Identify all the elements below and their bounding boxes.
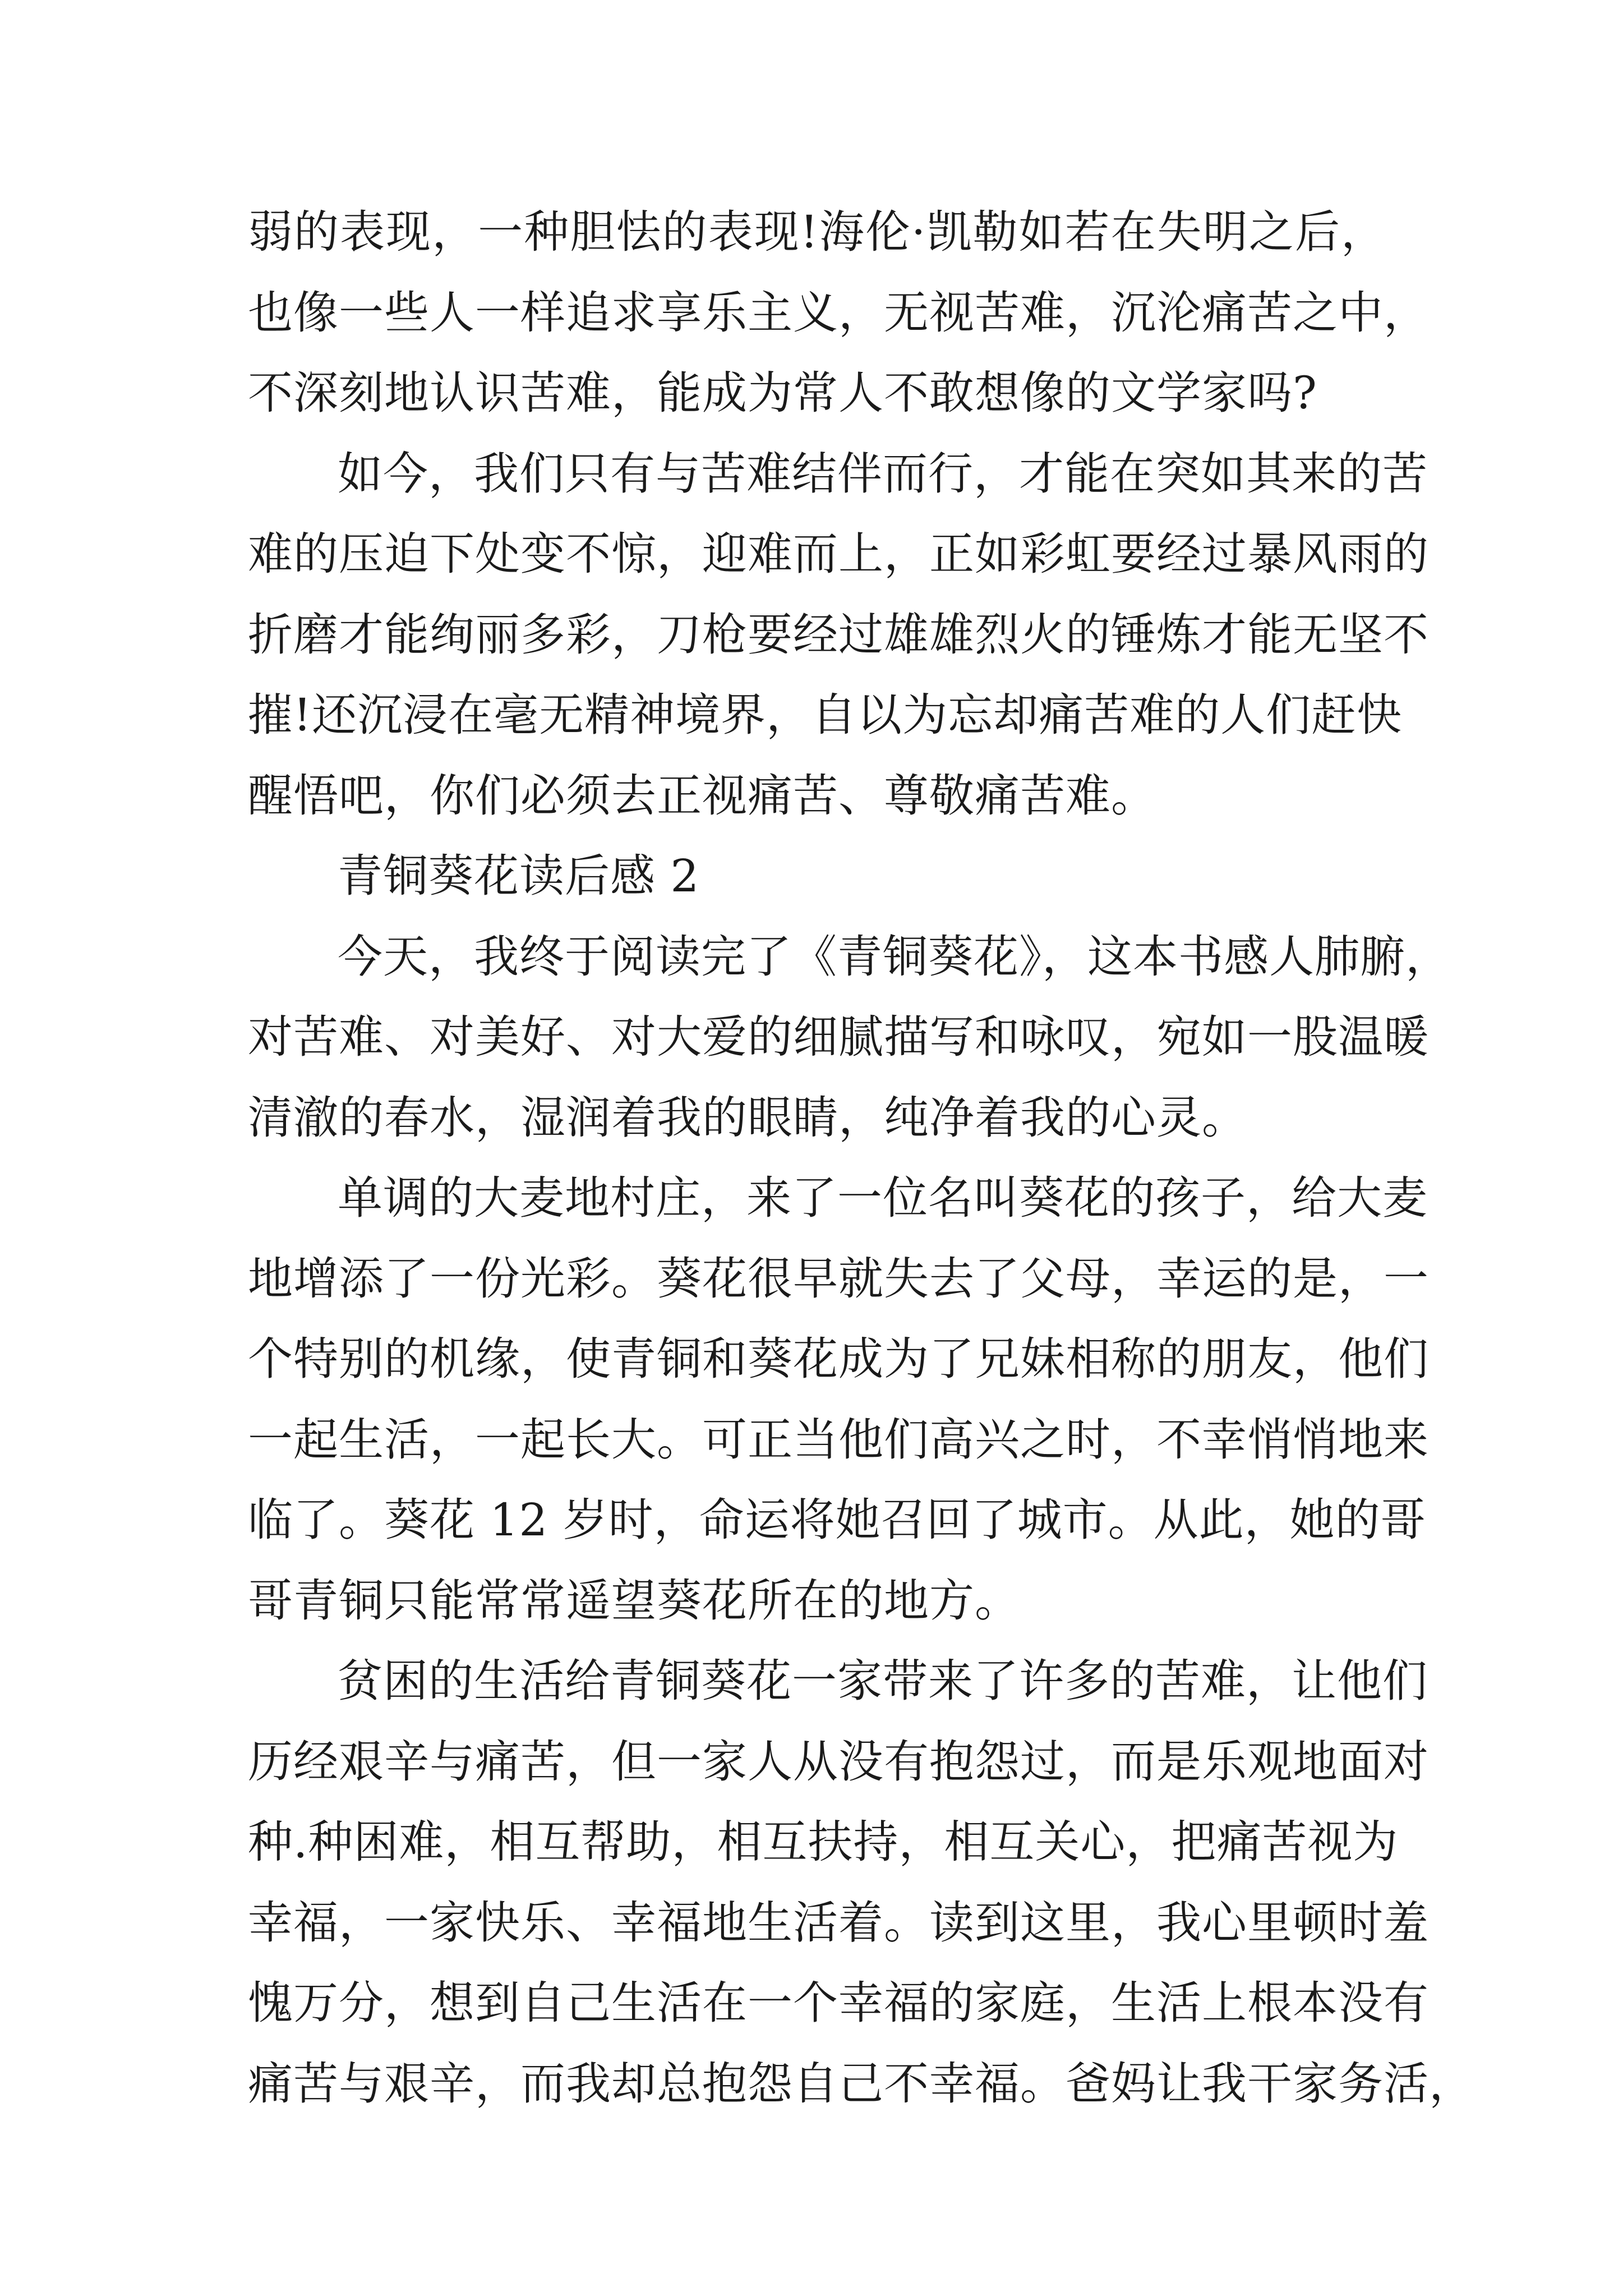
text-line: 种.种困难，相互帮助，相互扶持，相互关心，把痛苦视为 — [248, 1816, 1399, 1868]
section-heading — [248, 836, 1386, 917]
text-line: 哥青铜只能常常遥望葵花所在的地方。 — [248, 1574, 1020, 1627]
text-line: 折磨才能绚丽多彩，刀枪要经过雄雄烈火的锤炼才能无坚不 — [248, 608, 1429, 661]
text-line: 单调的大麦地村庄，来了一位名叫葵花的孩子，给大麦 — [338, 1172, 1428, 1224]
text-line: 弱的表现，一种胆怯的表现!海伦·凯勒如若在失明之后， — [248, 206, 1386, 258]
text-line: 地增添了一份光彩。葵花很早就失去了父母，幸运的是，一 — [248, 1252, 1429, 1305]
text-line: 个特别的机缘，使青铜和葵花成为了兄妹相称的朋友，他们 — [248, 1333, 1429, 1385]
text-line: 难的压迫下处变不惊，迎难而上，正如彩虹要经过暴风雨的 — [248, 528, 1429, 580]
text-line: 今天，我终于阅读完了《青铜葵花》，这本书感人肺腑， — [338, 930, 1451, 983]
text-line: 如今，我们只有与苦难结伴而行，才能在突如其来的苦 — [338, 447, 1428, 500]
paragraph — [248, 434, 1429, 836]
text-line: 愧万分，想到自己生活在一个幸福的家庭，生活上根本没有 — [248, 1977, 1429, 2029]
text-line: 贫困的生活给青铜葵花一家带来了许多的苦难，让他们 — [338, 1655, 1428, 1707]
text-line: 对苦难、对美好、对大爱的细腻描写和咏叹，宛如一股温暖 — [248, 1011, 1429, 1063]
text-line: 不深刻地认识苦难，能成为常人不敢想像的文学家吗? — [248, 367, 1317, 419]
text-line: 一起生活，一起长大。可正当他们高兴之时，不幸悄悄地来 — [248, 1413, 1429, 1466]
text-line: 摧!还沉浸在毫无精神境界，自以为忘却痛苦难的人们赶快 — [248, 689, 1403, 741]
text-line: 醒悟吧，你们必须去正视痛苦、尊敬痛苦难。 — [248, 769, 1156, 822]
heading-text: 青铜葵花读后感 2 — [338, 850, 700, 902]
paragraph — [248, 917, 1451, 1158]
paragraph — [248, 1641, 1474, 2124]
text-line: 也像一些人一样追求享乐主义，无视苦难，沉沦痛苦之中， — [248, 286, 1429, 339]
paragraph — [248, 1158, 1429, 1641]
text-line: 清澈的春水，湿润着我的眼睛，纯净着我的心灵。 — [248, 1091, 1247, 1144]
text-line: 历经艰辛与痛苦，但一家人从没有抱怨过，而是乐观地面对 — [248, 1735, 1429, 1788]
text-line: 临了。葵花 12 岁时，命运将她召回了城市。从此，她的哥 — [248, 1494, 1426, 1546]
body-text — [248, 192, 1474, 2124]
text-line: 痛苦与艰辛，而我却总抱怨自己不幸福。爸妈让我干家务活， — [248, 2057, 1474, 2110]
paragraph — [248, 192, 1429, 434]
text-line: 幸福，一家快乐、幸福地生活着。读到这里，我心里顿时羞 — [248, 1896, 1429, 1949]
